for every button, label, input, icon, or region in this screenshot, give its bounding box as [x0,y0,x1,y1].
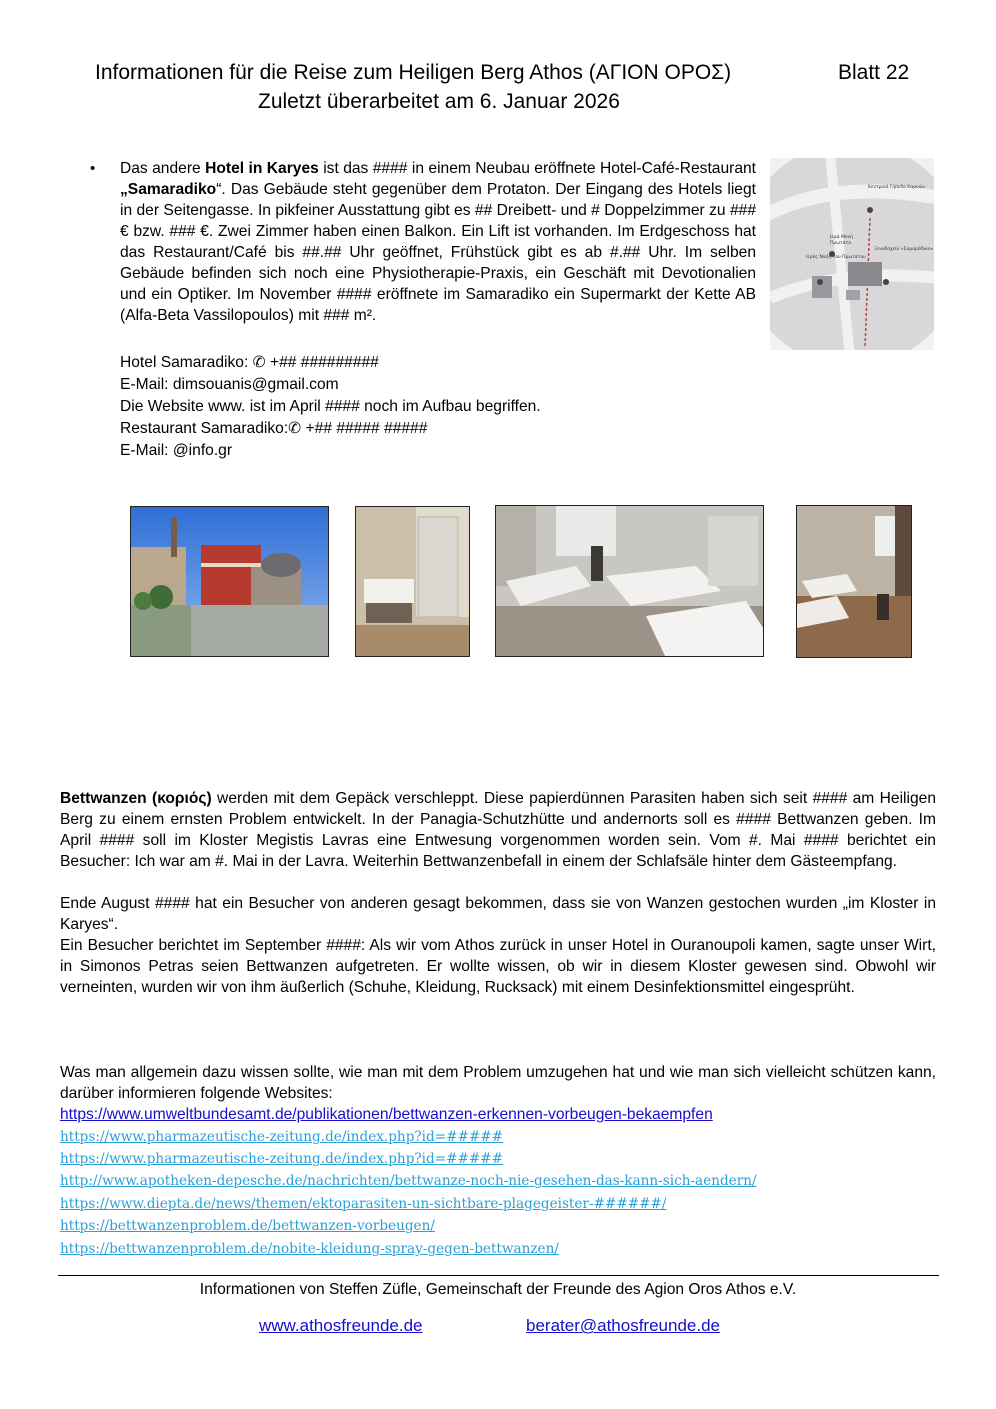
footer-email-link[interactable]: berater@athosfreunde.de [526,1316,720,1335]
samaradiko-bold: „Samaradiko [120,181,217,198]
sheet-number: Blatt 22 [838,61,910,84]
bedbug-paragraph-2: Ende August #### hat ein Besucher von anderen gesagt bekommen, dass sie von Wanzen gestochen wurden „im Kloster in Karyes“. [60,895,936,933]
link-bettwanzenproblem-vorbeugen[interactable]: https://bettwanzenproblem.de/bettwanzen-vorbeugen/ [60,1218,435,1234]
link-pharmazeutische-zeitung-2[interactable]: https://www.pharmazeutische-zeitung.de/index.php?id=##### [60,1151,504,1167]
bathroom-photo [355,506,470,657]
bedbug-paragraph-3: Ein Besucher berichtet im September ####: Als wir vom Athos zurück in unser Hotel in Ouranoupoli kamen, sagte unser Wirt, in Simonos Petras seien Bettwanzen aufgetreten. Er wollte wissen, ob wir in diesem Kloster gewesen sind. Obwohl wir verneinten, wurden wir von ihm äußerlich (Schuhe, Kleidung, Rucksack) mit einem Desinfektionsmittel eingesprüht. [60,937,936,996]
karyes-map-image [770,158,934,350]
bedroom-drawing [496,506,764,657]
map-label: Κεντρικό Γήπεδο Καρυών [868,185,925,190]
exterior-drawing [131,507,329,657]
hotel-text-1: Das andere [120,160,206,177]
footer-text: Informationen von Steffen Züfle, Gemeinschaft der Freunde des Agion Oros Athos e.V. [199,1281,797,1298]
map-label: Ξενοδοχείο «Σαμαράδικο» [874,247,934,252]
hotel-phone: Hotel Samaradiko: ✆ +## ######### [120,354,379,371]
hotel-paragraph [120,158,756,326]
room-drawing [797,506,912,658]
hotel-text-3: “. Das Gebäude steht gegenüber dem Protaton. Der Eingang des Hotels liegt in der Seitengasse. In pikfeiner Ausstattung gibt es ## Dreibett- und # Doppelzimmer zu ### € bzw. ### €. Zwei Zimmer haben einen Balkon. Ein Lift ist vorhanden. Im Erdgeschoss hat das Restaurant/Café bis ##.## Uhr geöffnet, Frühstück gibt es ab #.## Uhr. Im selben Gebäude befinden sich noch eine Physiotherapie-Praxis, ein Geschäft mit Devotionalien und ein Optiker. Im November #### eröffnete im Samaradiko ein Supermarkt der Kette AB (Alfa-Beta Vassilopoulos) mit ### m². [120,181,756,324]
bedbug-heading-bold: Bettwanzen (κοριός) [60,790,212,807]
revision-date: Zuletzt überarbeitet am 6. Januar 2026 [258,90,620,113]
hotel-name-bold: Hotel in Karyes [205,160,319,177]
footer-website-link[interactable]: www.athosfreunde.de [259,1316,423,1335]
link-diepta[interactable]: https://www.diepta.de/news/themen/ektoparasiten-un-sichtbare-plagegeister-######/ [60,1196,667,1212]
map-label: Ιερός Ναός του Πρωτάτου [806,255,866,260]
link-umweltbundesamt[interactable]: https://www.umweltbundesamt.de/publikationen/bettwanzen-erkennen-vorbeugen-bekaempfen [60,1106,713,1123]
website-note: Die Website www. ist im April #### noch im Aufbau begriffen. [120,398,541,415]
room-photo [796,505,912,658]
link-bettwanzenproblem-nobite[interactable]: https://bettwanzenproblem.de/nobite-kleidung-spray-gegen-bettwanzen/ [60,1241,559,1257]
document-title: Informationen für die Reise zum Heiligen Berg Athos (ΑΓΙΟΝ ΟΡΟΣ) [95,61,732,84]
link-apotheken-depesche[interactable]: http://www.apotheken-depesche.de/nachrichten/bettwanze-noch-nie-gesehen-das-kann-sich-aendern/ [60,1173,757,1189]
hotel-email: E-Mail: dimsouanis@gmail.com [120,376,339,393]
list-bullet: • [90,160,96,177]
websites-intro: Was man allgemein dazu wissen sollte, wie man mit dem Problem umzugehen hat und wie man sich vielleicht schützen kann, darüber informieren folgende Websites: [60,1064,936,1102]
map-drawing [770,158,934,350]
bedroom-photo [495,505,764,657]
link-pharmazeutische-zeitung-1[interactable]: https://www.pharmazeutische-zeitung.de/index.php?id=##### [60,1129,504,1145]
bathroom-drawing [356,507,470,657]
restaurant-phone: Restaurant Samaradiko:✆ +## ##### ##### [120,420,428,437]
map-label: Ιερά Μονή [830,235,854,240]
bedbug-text-1: werden mit dem Gepäck verschleppt. Diese papierdünnen Parasiten haben sich seit #### am Heiligen Berg zu einem ernsten Problem entwickelt. In der Panagia-Schutzhütte und andernorts soll es #### Bettwanzen geben. Im April #### soll im Kloster Megistis Lavras eine Entwesung vorgenommen worden sein. Vom #. Mai #### berichtet ein Besucher: Ich war am #. Mai in der Lavra. Weiterhin Bettwanzenbefall in einem der Schlafsäle hinter dem Gästeempfang. [60,790,936,870]
map-label: Πρωτάτο [830,241,852,246]
bedbug-paragraph [60,788,936,872]
hotel-exterior-photo [130,506,329,657]
footer-divider [58,1275,939,1276]
restaurant-email: E-Mail: @info.gr [120,442,233,459]
hotel-text-2: ist das #### in einem Neubau eröffnete Hotel-Café-Restaurant [318,160,756,177]
